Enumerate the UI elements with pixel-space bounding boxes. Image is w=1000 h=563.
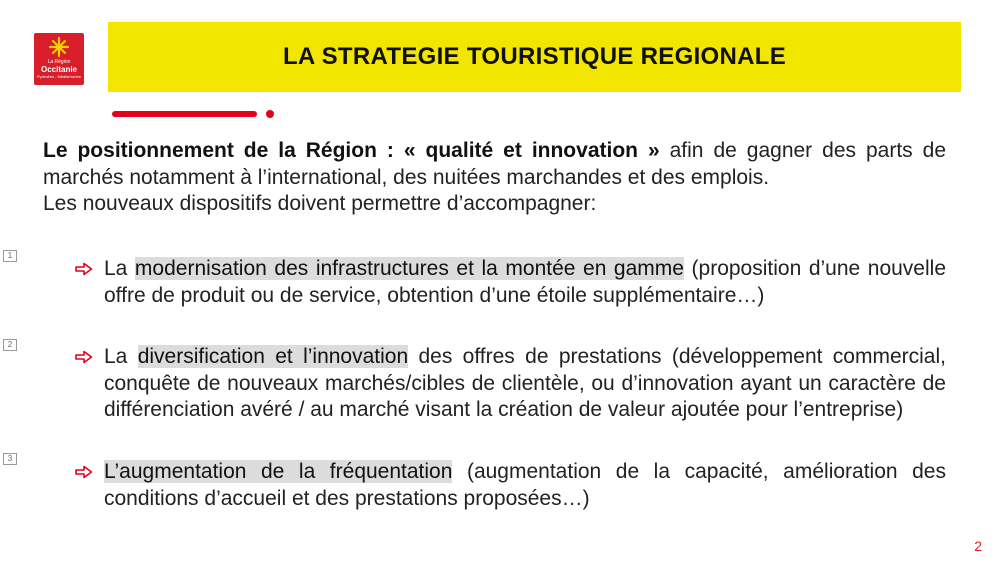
intro-line-2: Les nouveaux dispositifs doivent permettre d’accompagner: [43, 192, 597, 215]
intro-rest: afin de gagner des parts de marchés notamment à l’international, des nuitées marchandes et des emplois. [43, 139, 946, 189]
intro-bold: Le positionnement de la Région : « qualité et innovation » [43, 139, 660, 162]
bullet-item-1 [104, 256, 946, 309]
slide-marker-2: 2 [3, 339, 17, 351]
bullet-3-highlight: L’augmentation de la fréquentation [104, 460, 453, 483]
bullet-item-3 [104, 459, 946, 512]
arrow-bullet-icon [75, 465, 93, 479]
bullet-2-rest: des offres de prestations (développement commercial, conquête de nouveaux marchés/cibles de clientèle, ou d’innovation ayant un caractère de différenciation avéré / au marché visant la création de valeur ajoutée pour l’entreprise) [104, 345, 946, 421]
region-occitanie-logo [34, 33, 84, 85]
logo-line-3: Pyrénées - Méditerranée [36, 74, 82, 79]
arrow-bullet-icon [75, 262, 93, 276]
logo-line-2: Occitanie [40, 65, 77, 74]
slide-title: LA STRATEGIE TOURISTIQUE REGIONALE [282, 43, 787, 70]
page-number: 2 [974, 538, 982, 554]
intro-text [43, 138, 946, 218]
bullet-2-prefix: La [104, 345, 138, 368]
bullet-1-prefix: La [104, 257, 135, 280]
intro-paragraph [43, 138, 946, 191]
bullet-1-highlight: modernisation des infrastructures et la montée en gamme [134, 257, 684, 280]
slide-marker-3: 3 [3, 453, 17, 465]
decorative-red-dot [266, 110, 274, 118]
bullet-3-rest: (augmentation de la capacité, amélioration des conditions d’accueil et des prestations proposées…) [104, 460, 946, 510]
bullet-2-highlight: diversification et l’innovation [137, 345, 409, 368]
title-banner [108, 22, 961, 92]
slide-marker-1: 1 [3, 250, 17, 262]
decorative-red-line [112, 111, 257, 117]
bullet-1-rest: (proposition d’une nouvelle offre de produit ou de service, obtention d’une étoile supplémentaire…) [104, 257, 946, 307]
arrow-bullet-icon [75, 350, 93, 364]
logo-line-1: La Région [47, 59, 71, 65]
occitan-cross-icon [34, 33, 84, 61]
bullet-item-2 [104, 344, 946, 424]
